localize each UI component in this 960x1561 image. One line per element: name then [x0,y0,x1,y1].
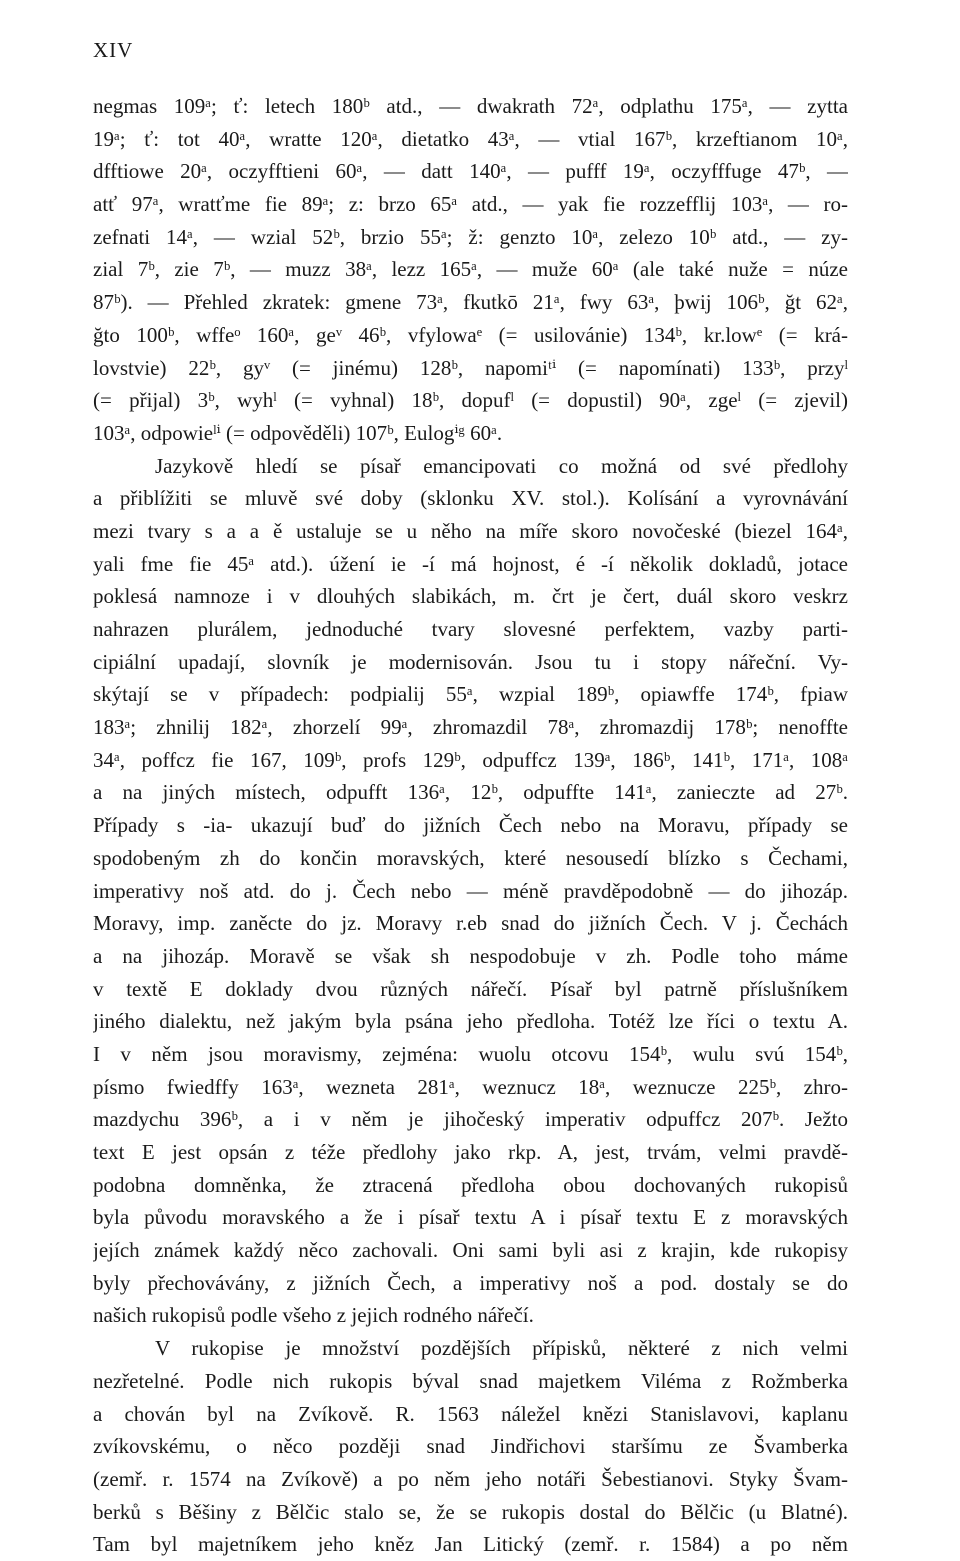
text-line: spodobeným zh do končin moravských, které nesousedí blízko s Čechami, [93,845,848,870]
text-line: 183ᵃ; zhnilij 182ᵃ, zhorzelí 99ᵃ, zhromazdil 78ᵃ, zhromazdij 178ᵇ; nenoffte [93,715,848,740]
text-line: písmo fwiedffy 163ᵃ, wezneta 281ᵃ, weznucz 18ᵃ, weznucze 225ᵇ, zhro- [93,1074,848,1099]
text-line: lovstvie) 22ᵇ, gyᵛ (= jinému) 128ᵇ, napomiᵗⁱ (= napomínati) 133ᵇ, przyˡ [93,355,848,380]
text-line: Moravy, imp. zaněcte do jz. Moravy r.eb snad do jižních Čech. V j. Čechách [93,911,848,936]
text-line: jiného dialektu, než jakým byla psána jeho předloha. Totéž lze říci o textu A. [93,1009,848,1034]
text-line: nezřetelné. Podle nich rukopis býval snad majetkem Viléma z Rožmberka [93,1368,848,1393]
text-line: cipiální upadají, slovník je modernisován. Jsou tu i stopy nářeční. Vy- [93,649,848,674]
text-line: a přiblížiti se mluvě své doby (sklonku XV. stol.). Kolísání a vyrovnávání [93,486,848,511]
text-line: V rukopise je množství pozdějších přípisků, některé z nich velmi [155,1336,848,1361]
text-line: a na jihozáp. Moravě se však sh nespodobuje v zh. Podle toho máme [93,943,848,968]
body-text [93,90,848,1561]
text-line: a na jiných místech, odpufft 136ᵃ, 12ᵇ, odpuffte 141ᵃ, zanieczte ad 27ᵇ. [93,780,848,805]
page-number: XIV [93,38,134,62]
text-line: text E jest opsán z téže předlohy jako rkp. A, jest, trvám, velmi pravdě- [93,1140,848,1164]
text-line: v textě E doklady dvou různých nářečí. Písař byl patrně příslušníkem [93,976,848,1001]
text-line: poklesá namnoze i v dlouhých slabikách, m. črt je čert, duál skoro veskrz [93,584,848,609]
text-line: nahrazen plurálem, jednoduché tvary slovesné perfektem, vazby parti- [93,617,848,641]
text-line: zvíkovskému, o něco později snad Jindřichovi staršímu ze Švamberka [93,1434,848,1459]
text-line: atť 97ᵃ, wratťme fie 89ᵃ; z: brzo 65ᵃ atd., — yak fie rozzefflij 103ᵃ, — ro- [93,192,848,217]
text-line: Případy s -ia- ukazují buď do jižních Čech nebo na Moravu, případy se [93,813,848,838]
text-line: byla původu moravského a že i písař textu A i písař textu E z moravských [93,1205,848,1230]
text-line: podobna domněnka, že ztracená předloha obou dochovaných rukopisů [93,1172,848,1197]
text-line: negmas 109ᵃ; ť: letech 180ᵇ atd., — dwakrath 72ᵃ, odplathu 175ᵃ, — zytta [93,94,848,118]
text-line: dfftiowe 20ᵃ, oczyfftieni 60ᵃ, — datt 140ᵃ, — pufff 19ᵃ, oczyfffuge 47ᵇ, — [93,159,848,184]
text-line: yali fme fie 45ᵃ atd.). úžení ie -í má hojnost, é -í několik dokladů, jotace [93,551,848,576]
text-line: mazdychu 396ᵇ, a i v něm je jihočeský imperativ odpuffcz 207ᵇ. Ježto [93,1107,848,1132]
text-line: I v něm jsou moravismy, zejména: wuolu otcovu 154ᵇ, wulu svú 154ᵇ, [93,1041,848,1066]
text-line: imperativy noš atd. do j. Čech nebo — méně pravděpodobně — do jihozáp. [93,878,848,903]
text-line: (zemř. r. 1574 na Zvíkově) a po něm jeho notáři Šebestianovi. Styky Švam- [93,1466,848,1491]
text-line: zefnati 14ᵃ, — wzial 52ᵇ, brzio 55ᵃ; ž: genzto 10ᵃ, zelezo 10ᵇ atd., — zy- [93,224,848,249]
text-line: berků s Běšiny z Bělčic stalo se, že se rukopis dostal do Bělčic (u Blatné). [93,1499,848,1524]
text-line: 87ᵇ). — Přehled zkratek: gmene 73ᵃ, fkutkō 21ᵃ, fwy 63ᵃ, þwij 106ᵇ, ğt 62ᵃ, [93,290,848,315]
text-line: našich rukopisů podle všeho z jejich rodného nářečí. [93,1303,534,1328]
text-line: jejích známek každý něco zachovali. Oni sami byli asi z krajin, kde rukopisy [93,1238,848,1263]
text-line: 103ᵃ, odpowieˡⁱ (= odpověděli) 107ᵇ, Eulogⁱᵍ 60ᵃ. [93,420,503,445]
text-line: Tam byl majetníkem jeho kněz Jan Litický (zemř. r. 1584) a po něm [93,1532,848,1557]
text-line: 19ᵃ; ť: tot 40ᵃ, wratte 120ᵃ, dietatko 43ᵃ, — vtial 167ᵇ, krzeftianom 10ᵃ, [93,126,848,151]
text-line: skýtají se v případech: podpialij 55ᵃ, wzpial 189ᵇ, opiawffe 174ᵇ, fpiaw [93,682,848,707]
text-line: (= přijal) 3ᵇ, wyhˡ (= vyhnal) 18ᵇ, dopufˡ (= dopustil) 90ᵃ, zgeˡ (= zjevil) [93,388,848,413]
text-line: a chován byl na Zvíkově. R. 1563 náležel knězi Stanislavovi, kaplanu [93,1401,848,1426]
text-line: byly přechovávány, z jižních Čech, a imperativy noš a pod. dostaly se do [93,1270,848,1295]
text-line: 34ᵃ, poffcz fie 167, 109ᵇ, profs 129ᵇ, odpuffcz 139ᵃ, 186ᵇ, 141ᵇ, 171ᵃ, 108ᵃ [93,747,848,772]
text-line: ğto 100ᵇ, wffeᵒ 160ᵃ, geᵛ 46ᵇ, vfylowaᵉ (= usilovánie) 134ᵇ, kr.lowᵉ (= krá- [93,322,848,347]
text-line: zial 7ᵇ, zie 7ᵇ, — muzz 38ᵃ, lezz 165ᵃ, — muže 60ᵃ (ale také nuže = núze [93,257,848,282]
text-line: mezi tvary s a a ě ustaluje se u něho na míře skoro novočeské (biezel 164ᵃ, [93,518,848,543]
text-line: Jazykově hledí se písař emancipovati co možná od své předlohy [155,453,848,478]
